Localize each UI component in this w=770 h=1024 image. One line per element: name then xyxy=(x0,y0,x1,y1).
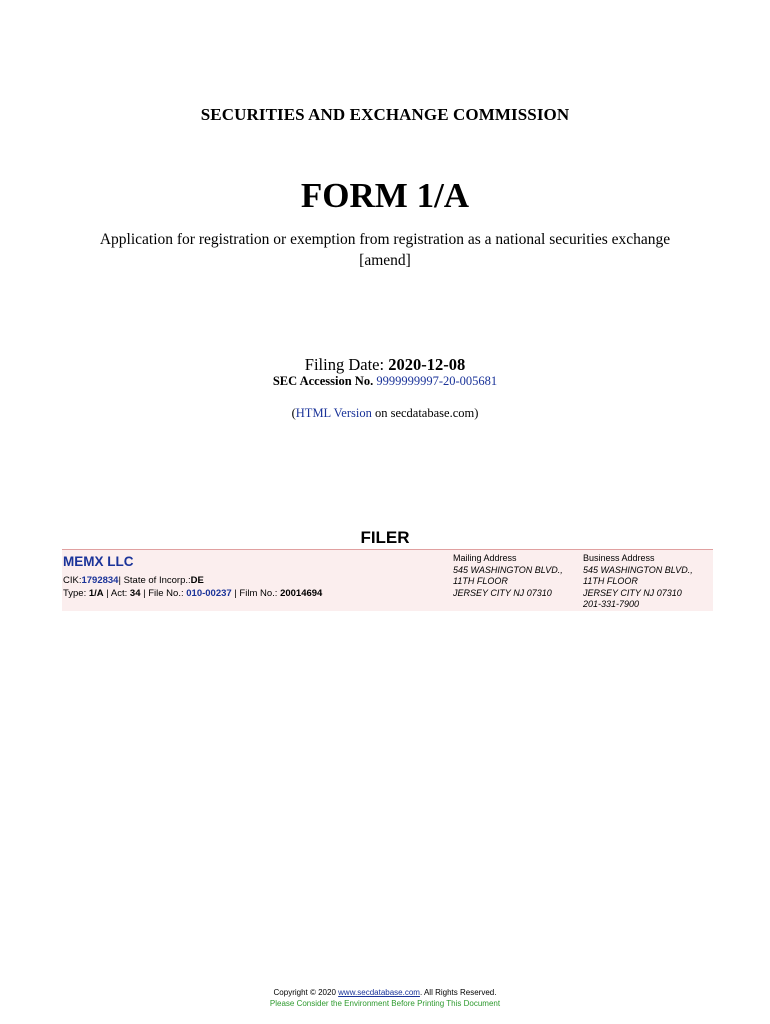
agency-title: SECURITIES AND EXCHANGE COMMISSION xyxy=(200,105,570,124)
film-number: 20014694 xyxy=(280,588,323,599)
filer-heading: FILER xyxy=(360,528,410,547)
mailing-address-line: 545 WASHINGTON BLVD., xyxy=(453,564,563,575)
accession-label: SEC Accession No. xyxy=(272,374,374,388)
filer-panel xyxy=(62,550,713,611)
act-value: 34 xyxy=(129,588,141,599)
copyright-notice xyxy=(0,988,770,997)
environment-note: Please Consider the Environment Before Printing This Document xyxy=(269,999,501,1008)
paren-open: ( xyxy=(291,406,296,420)
company-name: MEMX LLC xyxy=(63,554,134,569)
business-address-line: JERSEY CITY NJ 07310 xyxy=(583,587,682,598)
form-description xyxy=(0,229,770,271)
state-value: DE xyxy=(190,575,204,586)
film-label: | Film No.: xyxy=(231,588,281,599)
cik-line xyxy=(63,575,204,586)
filing-date xyxy=(0,355,770,375)
business-phone: 201-331-7900 xyxy=(583,599,640,609)
copyright-prefix: Copyright © 2020 xyxy=(273,988,339,997)
description-line-2: [amend] xyxy=(359,252,411,269)
cik-label: CIK: xyxy=(63,575,82,586)
business-address-title: Business Address xyxy=(583,553,655,563)
html-version-link[interactable]: HTML Version xyxy=(295,406,372,420)
secdatabase-link[interactable]: www.secdatabase.com xyxy=(338,988,420,997)
filing-date-value: 2020-12-08 xyxy=(388,355,466,374)
accession-link[interactable]: 9999999997-20-005681 xyxy=(376,374,498,388)
mailing-address-line: JERSEY CITY NJ 07310 xyxy=(453,587,552,598)
state-label: | State of Incorp.: xyxy=(118,575,191,586)
act-label: | Act: xyxy=(103,588,130,599)
business-address xyxy=(583,553,693,611)
type-value: 1/A xyxy=(88,588,104,599)
accession-number xyxy=(0,374,770,389)
file-number-link[interactable]: 010-00237 xyxy=(186,588,232,599)
mailing-address xyxy=(453,553,563,599)
type-label: Type: xyxy=(63,588,89,599)
html-version-note xyxy=(0,406,770,421)
form-title: FORM 1/A xyxy=(300,176,470,215)
html-version-suffix: on secdatabase.com) xyxy=(371,406,479,420)
description-line-1: Application for registration or exemption from registration as a national securities exchange xyxy=(99,231,671,248)
mailing-address-line: 11TH FLOOR xyxy=(453,576,508,586)
business-address-line: 11TH FLOOR xyxy=(583,576,638,586)
business-address-line: 545 WASHINGTON BLVD., xyxy=(583,564,693,575)
mailing-address-title: Mailing Address xyxy=(453,553,517,563)
file-label: | File No.: xyxy=(140,588,187,599)
cik-link[interactable]: 1792834 xyxy=(81,575,119,586)
type-line xyxy=(63,588,322,599)
copyright-suffix: . All Rights Reserved. xyxy=(419,988,497,997)
filing-date-label: Filing Date: xyxy=(304,355,389,374)
